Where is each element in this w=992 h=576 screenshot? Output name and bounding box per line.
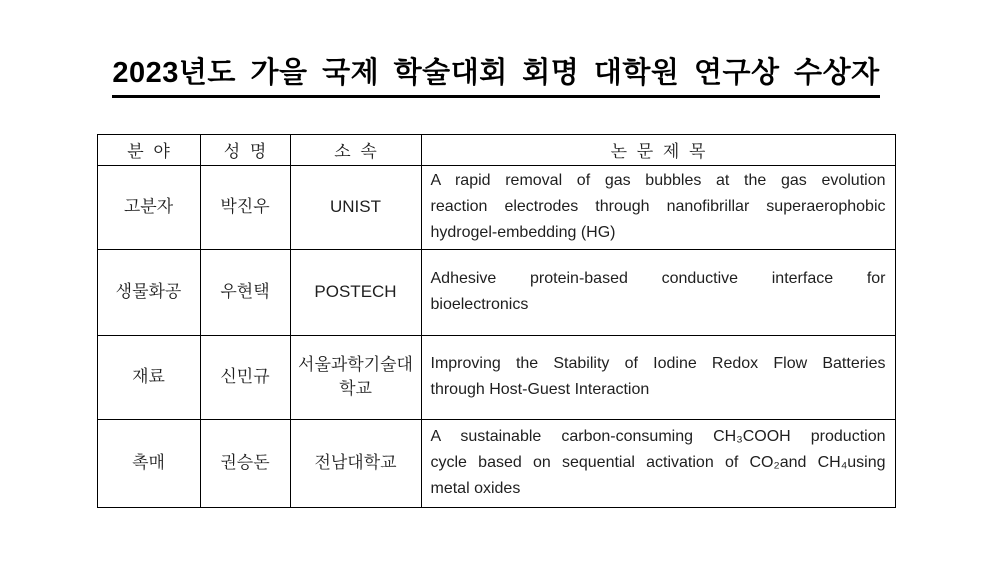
table-row xyxy=(97,419,895,507)
award-winners-table xyxy=(97,134,896,508)
paper-title-cell xyxy=(421,165,895,249)
title-container xyxy=(0,0,992,98)
paper-title-line: A sustainable carbon-consuming CH₃COOH production xyxy=(430,428,886,446)
name-cell: 권승돈 xyxy=(200,419,290,507)
paper-title-line: cycle based on sequential activation of CO₂and CH₄using xyxy=(430,454,886,472)
paper-title-cell xyxy=(421,419,895,507)
affiliation-cell xyxy=(290,249,421,335)
paper-title-line: bioelectronics xyxy=(430,296,529,314)
header-name: 성 명 xyxy=(200,134,290,165)
paper-title-cell xyxy=(421,249,895,335)
table-row xyxy=(97,335,895,419)
affiliation-cell xyxy=(290,335,421,419)
table-header-row xyxy=(97,134,895,165)
paper-title-line: reaction electrodes through nanofibrillar superaerophobic xyxy=(430,198,886,216)
paper-title-line: Adhesive protein-based conductive interface for xyxy=(430,270,886,288)
affiliation-line: 전남대학교 xyxy=(314,453,397,473)
paper-title-line: through Host-Guest Interaction xyxy=(430,381,650,399)
field-cell: 재료 xyxy=(97,335,200,419)
field-cell: 고분자 xyxy=(97,165,200,249)
affiliation-line: 학교 xyxy=(339,379,372,399)
header-affiliation: 소 속 xyxy=(290,134,421,165)
field-cell: 생물화공 xyxy=(97,249,200,335)
header-paper-title: 논 문 제 목 xyxy=(421,134,895,165)
paper-title-line: A rapid removal of gas bubbles at the gas evolution xyxy=(430,172,886,190)
field-cell: 촉매 xyxy=(97,419,200,507)
affiliation-cell xyxy=(290,419,421,507)
page-title: 2023년도 가을 국제 학술대회 회명 대학원 연구상 수상자 xyxy=(112,56,879,98)
affiliation-line: 서울과학기술대 xyxy=(298,355,413,375)
header-field: 분 야 xyxy=(97,134,200,165)
paper-title-cell xyxy=(421,335,895,419)
paper-title-line: metal oxides xyxy=(430,480,521,498)
name-cell: 박진우 xyxy=(200,165,290,249)
affiliation-cell xyxy=(290,165,421,249)
affiliation-line: POSTECH xyxy=(314,282,397,302)
name-cell: 신민규 xyxy=(200,335,290,419)
paper-title-line: Improving the Stability of Iodine Redox Flow Batteries xyxy=(430,355,886,373)
affiliation-line: UNIST xyxy=(330,197,381,217)
name-cell: 우현택 xyxy=(200,249,290,335)
table-row xyxy=(97,165,895,249)
table-row xyxy=(97,249,895,335)
paper-title-line: hydrogel-embedding (HG) xyxy=(430,224,616,242)
